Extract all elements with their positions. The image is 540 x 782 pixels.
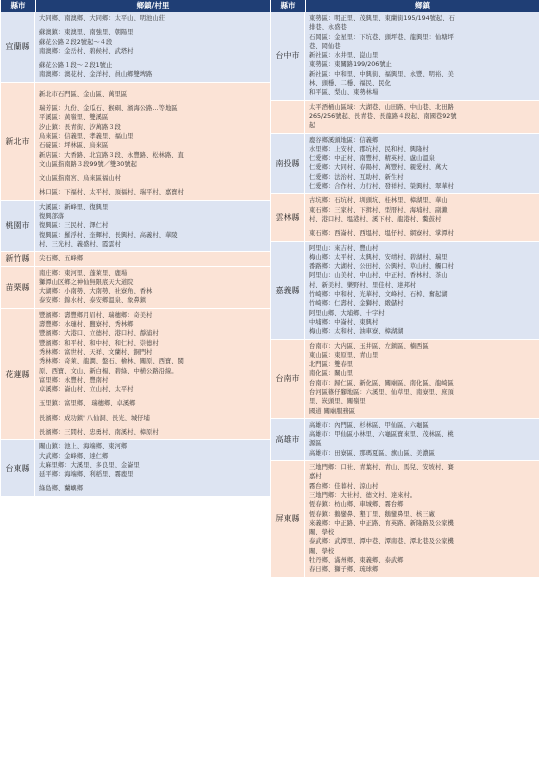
township-list: [305, 461, 539, 577]
township-line: 里、崁頭里、關嶺里: [309, 398, 366, 406]
township-line: 泰安鄉：錦水村、泰安鄉溫泉、象鼻鎮: [39, 297, 147, 305]
township-line: 林口區：下福村、太平村、頂福村、瑞平村、嘉寶村: [39, 189, 184, 197]
township-line: 番路鄉：大湖村、公田村、公興村、草山村、觸口村: [309, 263, 454, 271]
township-line: 延平鄉：海端鄉、利稻里、霧鹿里: [39, 471, 134, 479]
region-group: [1, 201, 270, 252]
township-line: 烏來區：信義里、孝義里、福山里: [39, 132, 134, 140]
left-column: [1, 0, 270, 497]
township-line: 竹崎鄉：中和村、光華村、文峰村、石棹、奮起湖: [309, 291, 448, 299]
township-line: 大武鄉：金峰鄉、達仁鄉: [39, 452, 109, 460]
township-line: 東勢區：明正里、茂興里、東蘭街195/194號起、石: [309, 15, 455, 22]
township-line: 秀林鄉：富世村、天祥、文蘭村、銅門村: [39, 348, 153, 356]
township-line: 新店區：大香路、北宜路３段、永豐路、松林路、直: [39, 151, 184, 159]
township-line: 中埔鄉：中崙村、東興村: [309, 318, 379, 326]
town-header: 鄉鎮/村里: [136, 1, 170, 10]
township-line: 蘇澳鎮：東澳里、南強里、朝陽里: [39, 29, 134, 37]
township-line: 仁愛鄉：大同村、春陽村、萬豐村、親愛村、萬大: [309, 164, 448, 172]
township-line: 高雄市：內門區、杉林區、甲仙區、六龜區: [309, 421, 429, 429]
township-line: 排巷、永盛巷: [309, 24, 347, 32]
region-group: [1, 309, 270, 441]
county-name: 屏東縣: [271, 461, 305, 577]
township-line: 新社區：水井里、崑山里: [309, 52, 379, 60]
township-line: 源區: [309, 440, 322, 448]
township-line: 和平區、梨山、東勢林場: [309, 89, 379, 97]
township-line: 北門區：雙春里: [309, 361, 354, 369]
township-line: 阿里山鄉、大埔鄉、十字村: [309, 309, 385, 317]
township-line: 東山區：東原里、青山里: [309, 351, 379, 359]
township-line: 仁愛鄉：中正村、南豐村、精英村、盧山溫泉: [309, 155, 435, 163]
township-line: 綠島鄉、蘭嶼鄉: [39, 485, 84, 493]
county-name: [271, 101, 305, 133]
left-header: [1, 0, 270, 12]
township-line: 壽豐鄉：水璉村、鹽寮村、秀林鄉: [39, 321, 134, 329]
right-header: [271, 0, 539, 12]
township-line: 水里鄉：上安村、郡坑村、民和村、興隆村: [309, 145, 429, 153]
county-name: 雲林縣: [271, 194, 305, 240]
township-line: 關山鎮：池上、海端鄉、東河鄉: [39, 443, 128, 451]
township-line: 東石鄉：三家村、下揖村、型厝村、海埔村、副瀨: [309, 206, 448, 214]
township-line: 巷、岡仙巷: [309, 42, 341, 50]
township-line: 梅山鄉：太和村、油車寮、樟湖湖: [309, 328, 404, 336]
township-line: 阿里山：山美村、中山村、中正村、香林村、茶山: [309, 272, 448, 280]
township-line: 村、港口村、塭港村、溪下村、龍港村、鰲鼓村: [309, 215, 442, 223]
township-line: 獅潭山区鄉之神仙無限底天大道院: [39, 278, 134, 286]
region-group: [271, 12, 539, 101]
township-line: 石岡區：金星里：下坑巷、頭坪巷、龍興里：仙塘坪: [309, 33, 454, 41]
township-line: 南澳鄉：金岳村、碧候村、武塔村: [39, 47, 134, 55]
township-line: 原、西寶、文山、新白楊、碧綠、中横公路沿線。: [39, 367, 178, 375]
township-list: [305, 134, 539, 194]
township-line: 復興區：三民村、澤仁村: [39, 222, 109, 230]
county-name: 新竹縣: [1, 252, 35, 265]
county-header-right: 縣市: [271, 0, 306, 12]
township-line: 南化區：關山里: [309, 370, 354, 378]
county-name: 苗栗縣: [1, 267, 35, 308]
township-line: 竹崎鄉：仁壽村、金獅村、緞儲村: [309, 300, 404, 308]
township-line: 台南市：大内區、玉井區、左鎮區、楠西區: [309, 342, 429, 350]
township-line: 平溪區：黃嶺里、雙溪區: [39, 114, 109, 122]
township-line: 霧台鄉：佳暮村、涼山村: [309, 482, 379, 490]
township-list: [35, 12, 270, 82]
township-line: 國道 關廟服務區: [309, 407, 356, 415]
right-column: [271, 0, 539, 578]
township-list: [35, 201, 270, 251]
township-line: 台南市：歸仁區、新化區、關廟區、南化區、龍崎區: [309, 379, 454, 387]
township-line: 秀林鄉：奇萊、龍澗、盤石、檜林、關原、西寶、閩: [39, 358, 184, 366]
township-line: 石碇區：坪林區、烏來區: [39, 142, 109, 150]
township-list: [305, 242, 539, 339]
township-line: 起: [309, 122, 316, 130]
region-group: [271, 134, 539, 195]
township-line: 東石鄉：西崙村、西塭村、塭仔村、網寮村、掌潭村: [309, 230, 454, 238]
region-group: [271, 419, 539, 461]
township-line: 文山區指南宮、烏來區福山村: [39, 175, 121, 183]
township-line: 恆春鎮：鵝鑾鼻、墾丁里、鵝鑾鼻里、核三廠: [309, 510, 435, 518]
township-list: [305, 194, 539, 240]
county-header: 縣市: [1, 0, 36, 12]
county-name: 花蓮縣: [1, 309, 35, 440]
township-line: 三地門鄉：大社村、德文村、達來村。: [309, 491, 417, 499]
township-line: 台河區篠仔腳地區：六溪里、仙草里、南寮里、庶頂: [309, 388, 454, 396]
township-line: 太平酒桶山區域：大湖巷、山田路、中山巷、北田路: [309, 103, 454, 111]
township-line: 汐止鎮：長青街、汐萬路３段: [39, 123, 121, 131]
township-line: 豐濱鄉：大港口、立德村、港口村、靜浦村: [39, 330, 159, 338]
township-line: 高雄市：甲仙區小林里、六龜區寶來里、茂林區、桃: [309, 431, 454, 439]
township-list: [35, 309, 270, 440]
county-name: 桃園市: [1, 201, 35, 251]
township-line: 大同鄉、南澳鄉、大同鄉：太平山、明池山莊: [39, 15, 165, 22]
township-line: 林、頭穩、二穩、福民、民化: [309, 80, 391, 88]
township-line: 三地門鄉：口社、青葉村、青山、馬兒、安坡村、賽: [309, 464, 454, 472]
region-group: [1, 440, 270, 496]
county-name: 嘉義縣: [271, 242, 305, 339]
county-name: 新北市: [1, 83, 35, 200]
township-line: 南澳鄉：澳花村、金洋村、員山鄉雙埤路: [39, 71, 153, 79]
township-line: 蘇花公路２段2號起～４段: [39, 38, 113, 46]
county-name: 南投縣: [271, 134, 305, 194]
township-line: 村、三光村、義盛村、霞雲村: [39, 240, 121, 248]
region-group: [271, 461, 539, 578]
township-line: 豐濱鄉：和平村、和中村、和仁村、崇德村: [39, 339, 159, 347]
township-line: 關、學校: [309, 529, 335, 537]
county-name: 台中市: [271, 12, 305, 100]
township-line: 仁愛鄉：合作村、力行村、發祥村、榮興村、翠華村: [309, 183, 454, 191]
township-list: [35, 252, 270, 265]
township-line: 嘉村: [309, 473, 322, 481]
township-line: 梅山鄉：太平村、太興村、安靖村、碧湖村、瑞里: [309, 253, 448, 261]
township-line: 蘇花公路１段～２段1號止: [39, 62, 113, 70]
county-name: 宜蘭縣: [1, 12, 35, 82]
township-line: 長濱鄉：三間村、忠勇村、南溪村、樟原村: [39, 428, 159, 436]
region-group: [1, 12, 270, 83]
county-name: 台東縣: [1, 440, 35, 495]
township-line: 太麻里鄉：大溪里、多良里、金崙里: [39, 461, 140, 469]
township-line: 大溪區：新峰里、復興里: [39, 203, 109, 211]
township-line: 村、新美村、樂野村、里佳村、達邦村: [309, 281, 417, 289]
township-line: 文山區指南路３段99號／雙30號起: [39, 160, 137, 168]
county-name: 高雄市: [271, 419, 305, 460]
township-line: 長濱鄉：成功鎮' 八仙洞、長光、城仔埔: [39, 414, 150, 422]
township-list: [35, 267, 270, 308]
township-line: 富里鄉：永豐村、豐南村: [39, 376, 109, 384]
region-group: [1, 252, 270, 266]
township-line: 來義鄉：中正路、中正路、育英路、新隆路及公家機: [309, 519, 454, 527]
township-list: [305, 12, 539, 100]
left-body: [1, 12, 270, 497]
region-group: [271, 340, 539, 419]
township-line: 瑞芳區：九份、金瓜石、猴硐、濱海公路…等地區: [39, 105, 178, 113]
township-line: 南庄鄉：東河里、蓬萊里、鹿場: [39, 269, 128, 277]
township-line: 關、學校: [309, 547, 335, 555]
region-group: [271, 101, 539, 134]
township-line: 仁愛鄉：法治村、互助村、新生村: [309, 173, 404, 181]
township-line: 阿里山：來吉村、豐山村: [309, 244, 379, 252]
township-line: 復興區：羅浮村、奎輝村、長興村、高義村、華陵: [39, 231, 178, 239]
county-name: 台南市: [271, 340, 305, 418]
township-line: 豐濱鄉：壽豐鄉月眉村、瑞穗鄉：奇美村: [39, 311, 153, 319]
township-line: 高雄市：田寮區、那瑪夏區、旗山區、美濃區: [309, 449, 435, 457]
township-line: 尖石鄉、五峰鄉: [39, 255, 84, 263]
township-line: 東勢區：東關路199/206號止: [309, 61, 392, 69]
right-body: [271, 12, 539, 578]
region-group: [1, 267, 270, 309]
township-line: 復興部落: [39, 213, 65, 221]
region-group: [271, 194, 539, 241]
township-line: 玉里鎮：富里鄉、 瑞穗鄉、卓溪鄉: [39, 400, 136, 408]
township-list: [35, 440, 270, 495]
township-line: 古坑鄉：石坑村、圳頭坑、桂林里、樟湖里、華山: [309, 197, 448, 205]
township-line: 泰武鄉：武潭里、潭中巷、潭南巷、潭北巷及公家機: [309, 538, 454, 546]
township-list: [305, 101, 539, 133]
township-list: [305, 419, 539, 460]
township-list: [305, 340, 539, 418]
town-header-right: 鄉鎮: [415, 1, 430, 10]
township-line: 新北市石門區、金山區、萬里區: [39, 90, 128, 98]
township-line: 牡丹鄉、滿州鄉、東義鄉、泰武鄉: [309, 557, 404, 565]
township-line: 春日鄉、獅子鄉、琉球鄉: [309, 566, 379, 574]
township-line: 新社區：中和里、中興街、福興里、永豐、明裕、美: [309, 70, 454, 78]
township-line: 恆春鎮：枋山鄉、車城鄉、霧台鄉: [309, 501, 404, 509]
township-list: [35, 83, 270, 200]
township-line: 大湖鄉：小南勢、大南勢、社寮角、香林: [39, 288, 153, 296]
township-line: 265/256號起、長青巷、長龍路４段起、南國巷92號: [309, 112, 457, 120]
township-line: 卓溪鄉：崙山村、立山村、太平村: [39, 386, 134, 394]
township-line: 鹿谷鄉溪頭地區：信義鄉: [309, 136, 379, 144]
region-group: [271, 242, 539, 340]
region-group: [1, 83, 270, 201]
